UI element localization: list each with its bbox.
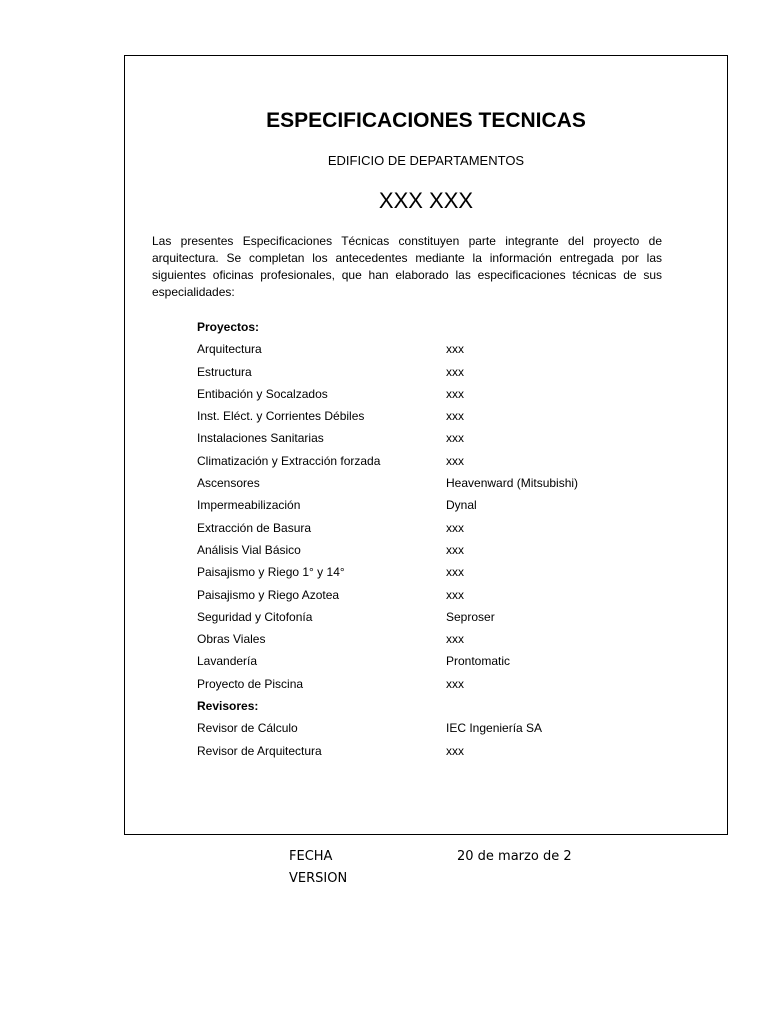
list-item <box>197 740 667 762</box>
list-item <box>197 450 667 472</box>
item-value: Seproser <box>446 609 495 624</box>
item-label: Entibación y Socalzados <box>197 386 328 401</box>
list-item <box>197 606 667 628</box>
project-code: XXX XXX <box>378 188 474 213</box>
item-label: Obras Viales <box>197 632 266 647</box>
item-value: xxx <box>446 342 464 357</box>
item-label: Proyecto de Piscina <box>197 676 304 691</box>
document-title: ESPECIFICACIONES TECNICAS <box>266 109 586 132</box>
item-value: Dynal <box>446 498 477 513</box>
reviewers-heading-label: Revisores: <box>197 699 259 714</box>
item-value: Heavenward (Mitsubishi) <box>446 476 579 491</box>
intro-paragraph: Las presentes Especificaciones Técnicas constituyen parte integrante del proyecto de arquitectura. Se completan los antecedentes mediante la información entregada por las siguientes oficinas profesionales, que han elaborado las especificaciones técnicas de sus especialidades: <box>152 234 662 299</box>
document-frame <box>124 55 728 835</box>
list-item <box>197 472 667 494</box>
list-item <box>197 338 667 360</box>
offices-list <box>197 316 667 762</box>
item-value: Prontomatic <box>446 654 511 669</box>
date-row <box>289 846 609 868</box>
item-value: xxx <box>446 520 464 535</box>
item-label: Seguridad y Citofonía <box>197 609 313 624</box>
list-item <box>197 717 667 739</box>
version-label: VERSION <box>289 871 348 886</box>
list-item <box>197 427 667 449</box>
projects-heading-label: Proyectos: <box>197 320 260 334</box>
reviewers-heading <box>197 695 667 717</box>
item-value: xxx <box>446 364 464 379</box>
item-value: xxx <box>446 386 464 401</box>
item-label: Paisajismo y Riego Azotea <box>197 587 340 602</box>
version-row <box>289 868 609 890</box>
list-item <box>197 494 667 516</box>
list-item <box>197 650 667 672</box>
item-label: Estructura <box>197 364 252 379</box>
item-label: Inst. Eléct. y Corrientes Débiles <box>197 409 365 424</box>
item-label: Ascensores <box>197 476 260 491</box>
item-label: Revisor de Arquitectura <box>197 743 322 758</box>
item-value: xxx <box>446 431 464 446</box>
item-label: Paisajismo y Riego 1° y 14° <box>197 565 345 580</box>
item-label: Revisor de Cálculo <box>197 721 298 736</box>
list-item <box>197 584 667 606</box>
list-item <box>197 361 667 383</box>
item-label: Extracción de Basura <box>197 520 312 535</box>
list-item <box>197 383 667 405</box>
item-label: Lavandería <box>197 654 258 669</box>
item-label: Instalaciones Sanitarias <box>197 431 324 446</box>
projects-heading <box>197 316 667 338</box>
item-label: Impermeabilización <box>197 498 301 513</box>
list-item <box>197 628 667 650</box>
item-value: xxx <box>446 743 464 758</box>
document-footer <box>289 846 609 890</box>
item-label: Arquitectura <box>197 342 262 357</box>
item-value: xxx <box>446 453 464 468</box>
item-value: xxx <box>446 542 464 557</box>
item-value: xxx <box>446 409 464 424</box>
list-item <box>197 561 667 583</box>
list-item <box>197 539 667 561</box>
item-label: Análisis Vial Básico <box>197 542 301 557</box>
item-value: xxx <box>446 632 464 647</box>
item-value: IEC Ingeniería SA <box>446 721 543 736</box>
document-subtitle: EDIFICIO DE DEPARTAMENTOS <box>327 153 525 168</box>
item-value: xxx <box>446 676 464 691</box>
item-value: xxx <box>446 587 464 602</box>
date-label: FECHA <box>289 849 333 864</box>
item-value: xxx <box>446 565 464 580</box>
list-item <box>197 517 667 539</box>
list-item <box>197 405 667 427</box>
list-item <box>197 673 667 695</box>
date-value: 20 de marzo de 2 <box>457 849 572 864</box>
item-label: Climatización y Extracción forzada <box>197 453 381 468</box>
